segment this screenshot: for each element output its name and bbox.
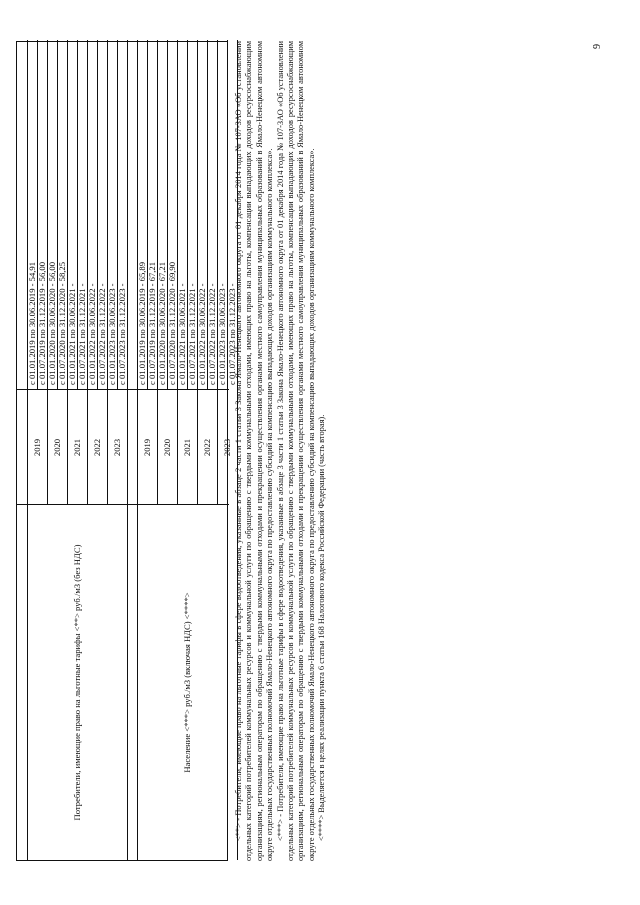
year-cell: 2019 [31, 438, 42, 457]
row-divider [127, 40, 128, 860]
tariff-table [16, 41, 237, 861]
footnotes [234, 41, 328, 861]
period-value: с 01.07.2020 по 31.12.2020 - 69,90 [166, 262, 177, 385]
footnote: <***> - Потребители, имеющие право на льготные тарифы в сфере водоотведения, указанные в абзаце 3 части 1 статьи 3 Закона Ямало-Ненецкого автономного округа от 01 декабря 2014 года № 107-ЗАО «Об установлении отдельных категорий потребителей коммунальных ресурсов и коммунальной услуги по обращению с твердыми коммунальными отходами, имеющих право на льготы, компенсации выпадающих доходов ресурсоснабжающим организациям, региональным операторам по обращению с твердыми коммунальными отходами и прекращении осуществления органами местного самоуправления муниципальных образований в Ямало-Ненецком автономном округе отдельных государственных полномочий Ямало-Ненецкого автономного округа по предоставлению субсидий на компенсацию выпадающих доходов организациям коммунального комплекса». [275, 41, 316, 861]
period-value: с 01.07.2022 по 31.12.2022 - [206, 283, 217, 385]
period-value: с 01.01.2023 по 30.06.2023 - [216, 283, 227, 385]
period-value: с 01.07.2022 по 31.12.2022 - [96, 283, 107, 385]
period-value: с 01.01.2021 по 30.06.2021 - [176, 283, 187, 385]
period-value: с 01.07.2023 по 31.12.2023 - [226, 283, 237, 385]
rotated-page [10, 7, 630, 897]
period-value: с 01.07.2021 по 31.12.2021 - [186, 283, 197, 385]
year-cell: 2020 [161, 438, 172, 457]
year-cell: 2021 [181, 438, 192, 457]
footnote: <**> - Потребители, имеющие право на льготные тарифы в сфере водоотведения, указанные в абзаце 2 части 1 статьи 3 Закона Ямало-Ненецкого автономного округа от 01 декабря 2014 года № 107-ЗАО «Об установлении отдельных категорий потребителей коммунальных ресурсов и коммунальной услуги по обращению с твердыми коммунальными отходами, имеющих право на льготы, компенсации выпадающих доходов ресурсоснабжающим организациям, региональным операторам по обращению с твердыми коммунальными отходами и прекращении осуществления органами местного самоуправления муниципальных образований в Ямало-Ненецком автономном округе отдельных государственных полномочий Ямало-Ненецкого автономного округа по предоставлению субсидий на компенсацию выпадающих доходов организациям коммунального комплекса». [234, 41, 275, 861]
period-value: с 01.01.2021 по 30.06.2021 - [66, 283, 77, 385]
period-value: с 01.01.2022 по 30.06.2022 - [196, 283, 207, 385]
period-value: с 01.01.2020 по 30.06.2020 - 67,21 [156, 262, 167, 385]
category-cell: Население <***> руб./м3 (включая НДС) <****> [181, 592, 192, 773]
category-cell: Потребители, имеющие право на льготные тарифы <**> руб./м3 (без НДС) [71, 544, 82, 821]
year-cell: 2022 [91, 438, 102, 457]
year-cell: 2023 [111, 438, 122, 457]
period-value: с 01.01.2019 по 30.06.2019 - 65,89 [136, 262, 147, 385]
period-value: с 01.01.2023 по 30.06.2023 - [106, 283, 117, 385]
footnote: <****> Выделяется в целях реализации пункта 6 статьи 168 Налогового кодекса Российской Федерации (часть вторая). [317, 414, 327, 841]
period-value: с 01.01.2019 по 30.06.2019 - 54,91 [26, 262, 37, 385]
period-value: с 01.01.2022 по 30.06.2022 - [86, 283, 97, 385]
period-value: с 01.07.2023 по 31.12.2023 - [116, 283, 127, 385]
year-cell: 2019 [141, 438, 152, 457]
period-value: с 01.07.2019 по 31.12.2019 - 56,00 [36, 262, 47, 385]
year-cell: 2020 [51, 438, 62, 457]
year-cell: 2023 [221, 438, 232, 457]
period-value: с 01.07.2019 по 31.12.2019 - 67,21 [146, 262, 157, 385]
period-value: с 01.07.2021 по 31.12.2021 - [76, 283, 87, 385]
page-number: 9 [592, 44, 603, 49]
year-cell: 2022 [201, 438, 212, 457]
year-cell: 2021 [71, 438, 82, 457]
period-value: с 01.07.2020 по 31.12.2020 - 58,25 [56, 262, 67, 385]
period-value: с 01.01.2020 по 30.06.2020 - 56,00 [46, 262, 57, 385]
